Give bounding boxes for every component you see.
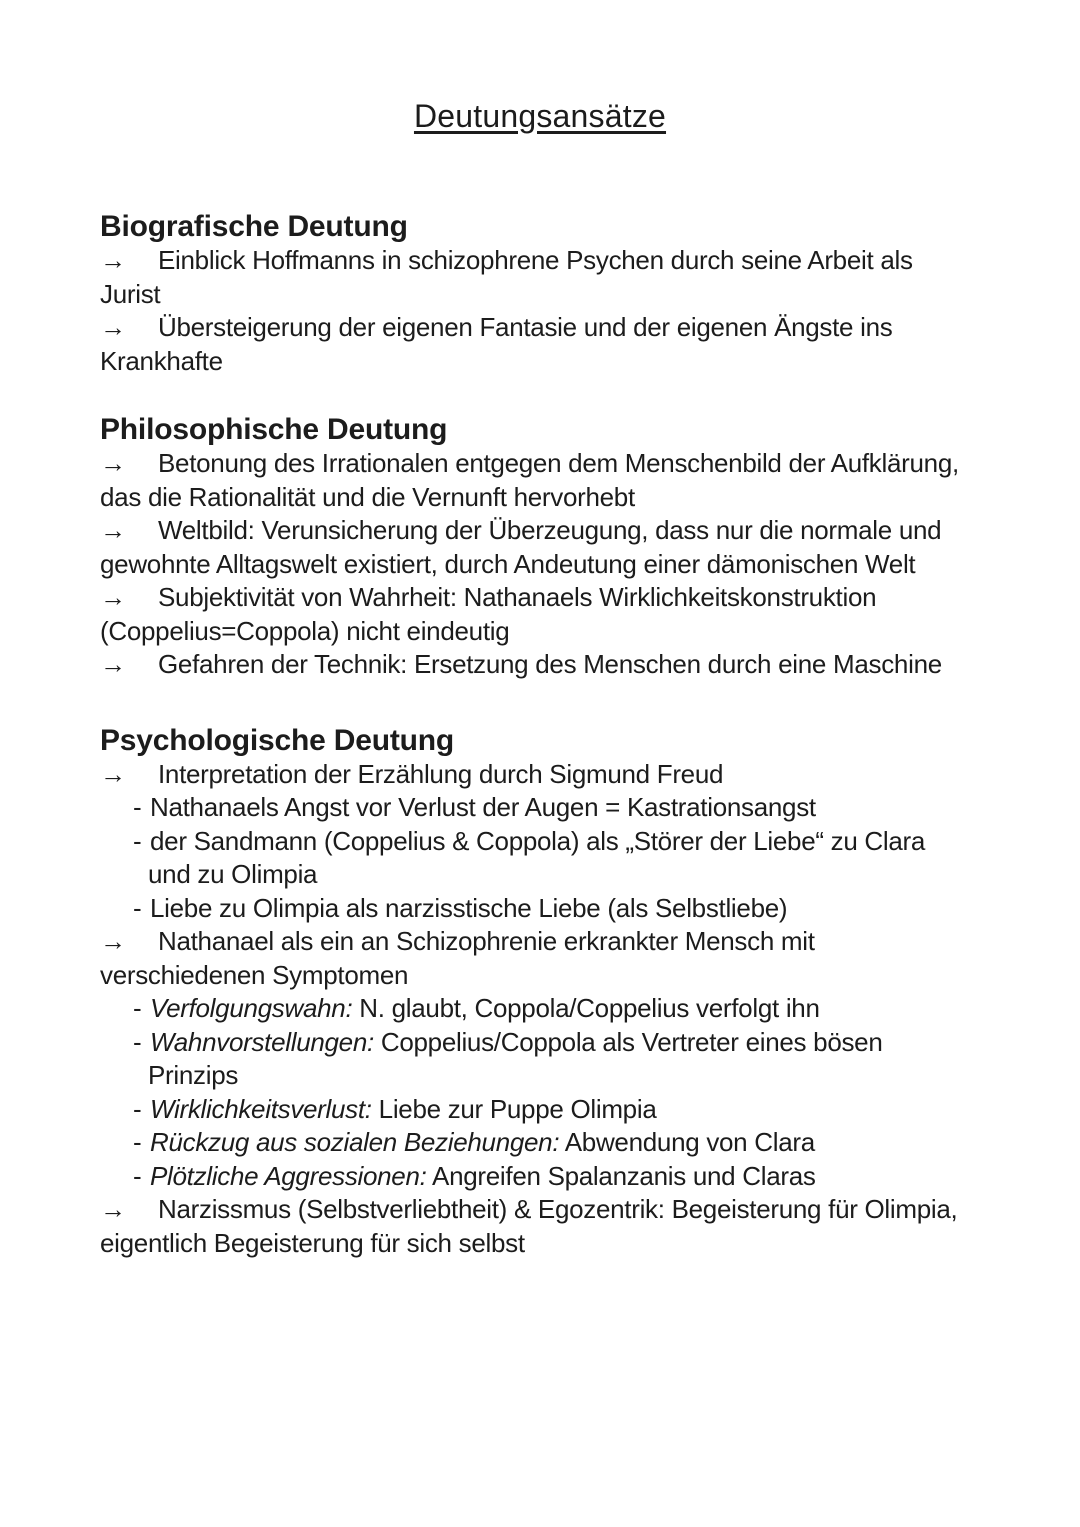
note-line [100,992,980,1026]
note-line [100,825,980,859]
line-term-italic: Wirklichkeitsverlust: [150,1093,372,1124]
note-line [100,648,980,682]
note-line [100,925,980,959]
arrow-bullet-icon: → [100,448,126,478]
dash-bullet: - [133,892,142,923]
line-text: das die Rationalität und die Vernunft hervorhebt [100,481,635,512]
line-text: Liebe zur Puppe Olimpia [371,1093,657,1124]
line-text: Gefahren der Technik: Ersetzung des Menschen durch eine Maschine [158,649,942,679]
section-philosophische-deutung [100,413,980,682]
note-line [100,244,980,278]
line-term-italic: Rückzug aus sozialen Beziehungen: [150,1127,560,1157]
arrow-bullet-icon: → [100,926,126,956]
line-text: Narzissmus (Selbstverliebtheit) & Egozentrik: Begeisterung für Olimpia, [158,1194,958,1224]
line-text: Coppelius/Coppola als Vertreter eines bösen [373,1026,883,1057]
line-text: Nathanaels Angst vor Verlust der Augen = Kastrationsangst [150,792,816,822]
line-text: (Coppelius=Coppola) nicht eindeutig [100,615,510,646]
arrow-bullet-icon: → [100,245,126,275]
line-text: N. glaubt, Coppola/Coppelius verfolgt ihn [352,993,820,1023]
note-line [100,959,980,993]
note-line [100,1026,980,1060]
note-line [100,892,980,926]
note-line [100,1093,980,1127]
arrow-bullet-icon: → [100,758,126,789]
arrow-bullet-icon: → [100,649,126,679]
note-line [100,345,980,379]
note-line [100,758,980,792]
dash-bullet: - [133,1093,142,1124]
arrow-bullet-icon: → [100,582,126,612]
note-line [100,278,980,312]
line-text: Weltbild: Verunsicherung der Überzeugung, dass nur die normale und [158,515,942,545]
dash-bullet: - [133,1127,142,1157]
section-biografische-deutung [100,210,980,378]
note-line [100,1126,980,1160]
line-text: Übersteigerung der eigenen Fantasie und der eigenen Ängste ins [158,312,893,342]
line-text: Nathanael als ein an Schizophrenie erkrankter Mensch mit [158,926,815,956]
dash-bullet: - [133,825,142,856]
arrow-bullet-icon: → [100,312,126,342]
line-text: Betonung des Irrationalen entgegen dem Menschenbild der Aufklärung, [158,448,959,478]
arrow-bullet-icon: → [100,1194,126,1224]
line-text: eigentlich Begeisterung für sich selbst [100,1227,525,1258]
line-text: Liebe zu Olimpia als narzisstische Liebe (als Selbstliebe) [150,892,788,923]
note-line [100,791,980,825]
note-line [100,858,980,892]
note-line [100,1193,980,1227]
line-text: Subjektivität von Wahrheit: Nathanaels Wirklichkeitskonstruktion [158,582,877,612]
line-text: Interpretation der Erzählung durch Sigmund Freud [158,758,724,789]
note-line [100,447,980,481]
line-text: verschiedenen Symptomen [100,959,409,990]
line-text: Einblick Hoffmanns in schizophrene Psychen durch seine Arbeit als [158,245,913,275]
dash-bullet: - [133,1160,142,1191]
line-text: Angreifen Spalanzanis und Claras [426,1160,816,1191]
note-line [100,514,980,548]
section-heading: Biografische Deutung [100,210,408,243]
section-heading: Psychologische Deutung [100,723,454,757]
page-title: Deutungsansätze [413,98,667,134]
line-term-italic: Plötzliche Aggressionen: [150,1160,427,1191]
dash-bullet: - [133,1026,142,1057]
section-heading: Philosophische Deutung [100,413,448,446]
note-line [100,581,980,615]
note-line [100,548,980,582]
line-text: und zu Olimpia [148,859,318,889]
line-term-italic: Wahnvorstellungen: [150,1026,374,1057]
arrow-bullet-icon: → [100,515,126,545]
line-text: Prinzips [148,1060,239,1090]
line-text: Krankhafte [100,345,223,376]
line-text: gewohnte Alltagswelt existiert, durch Andeutung einer dämonischen Welt [100,548,916,579]
dash-bullet: - [133,792,142,822]
note-line [100,1227,980,1261]
note-line [100,1160,980,1194]
line-text: Abwendung von Clara [559,1127,815,1157]
line-term-italic: Verfolgungswahn: [150,993,353,1023]
line-text: der Sandmann (Coppelius & Coppola) als „Störer der Liebe“ zu Clara [150,825,926,856]
section-psychologische-deutung [100,724,980,1261]
line-text: Jurist [100,278,161,309]
dash-bullet: - [133,993,142,1023]
note-line [100,481,980,515]
note-line [100,1059,980,1093]
note-line [100,615,980,649]
note-line [100,311,980,345]
